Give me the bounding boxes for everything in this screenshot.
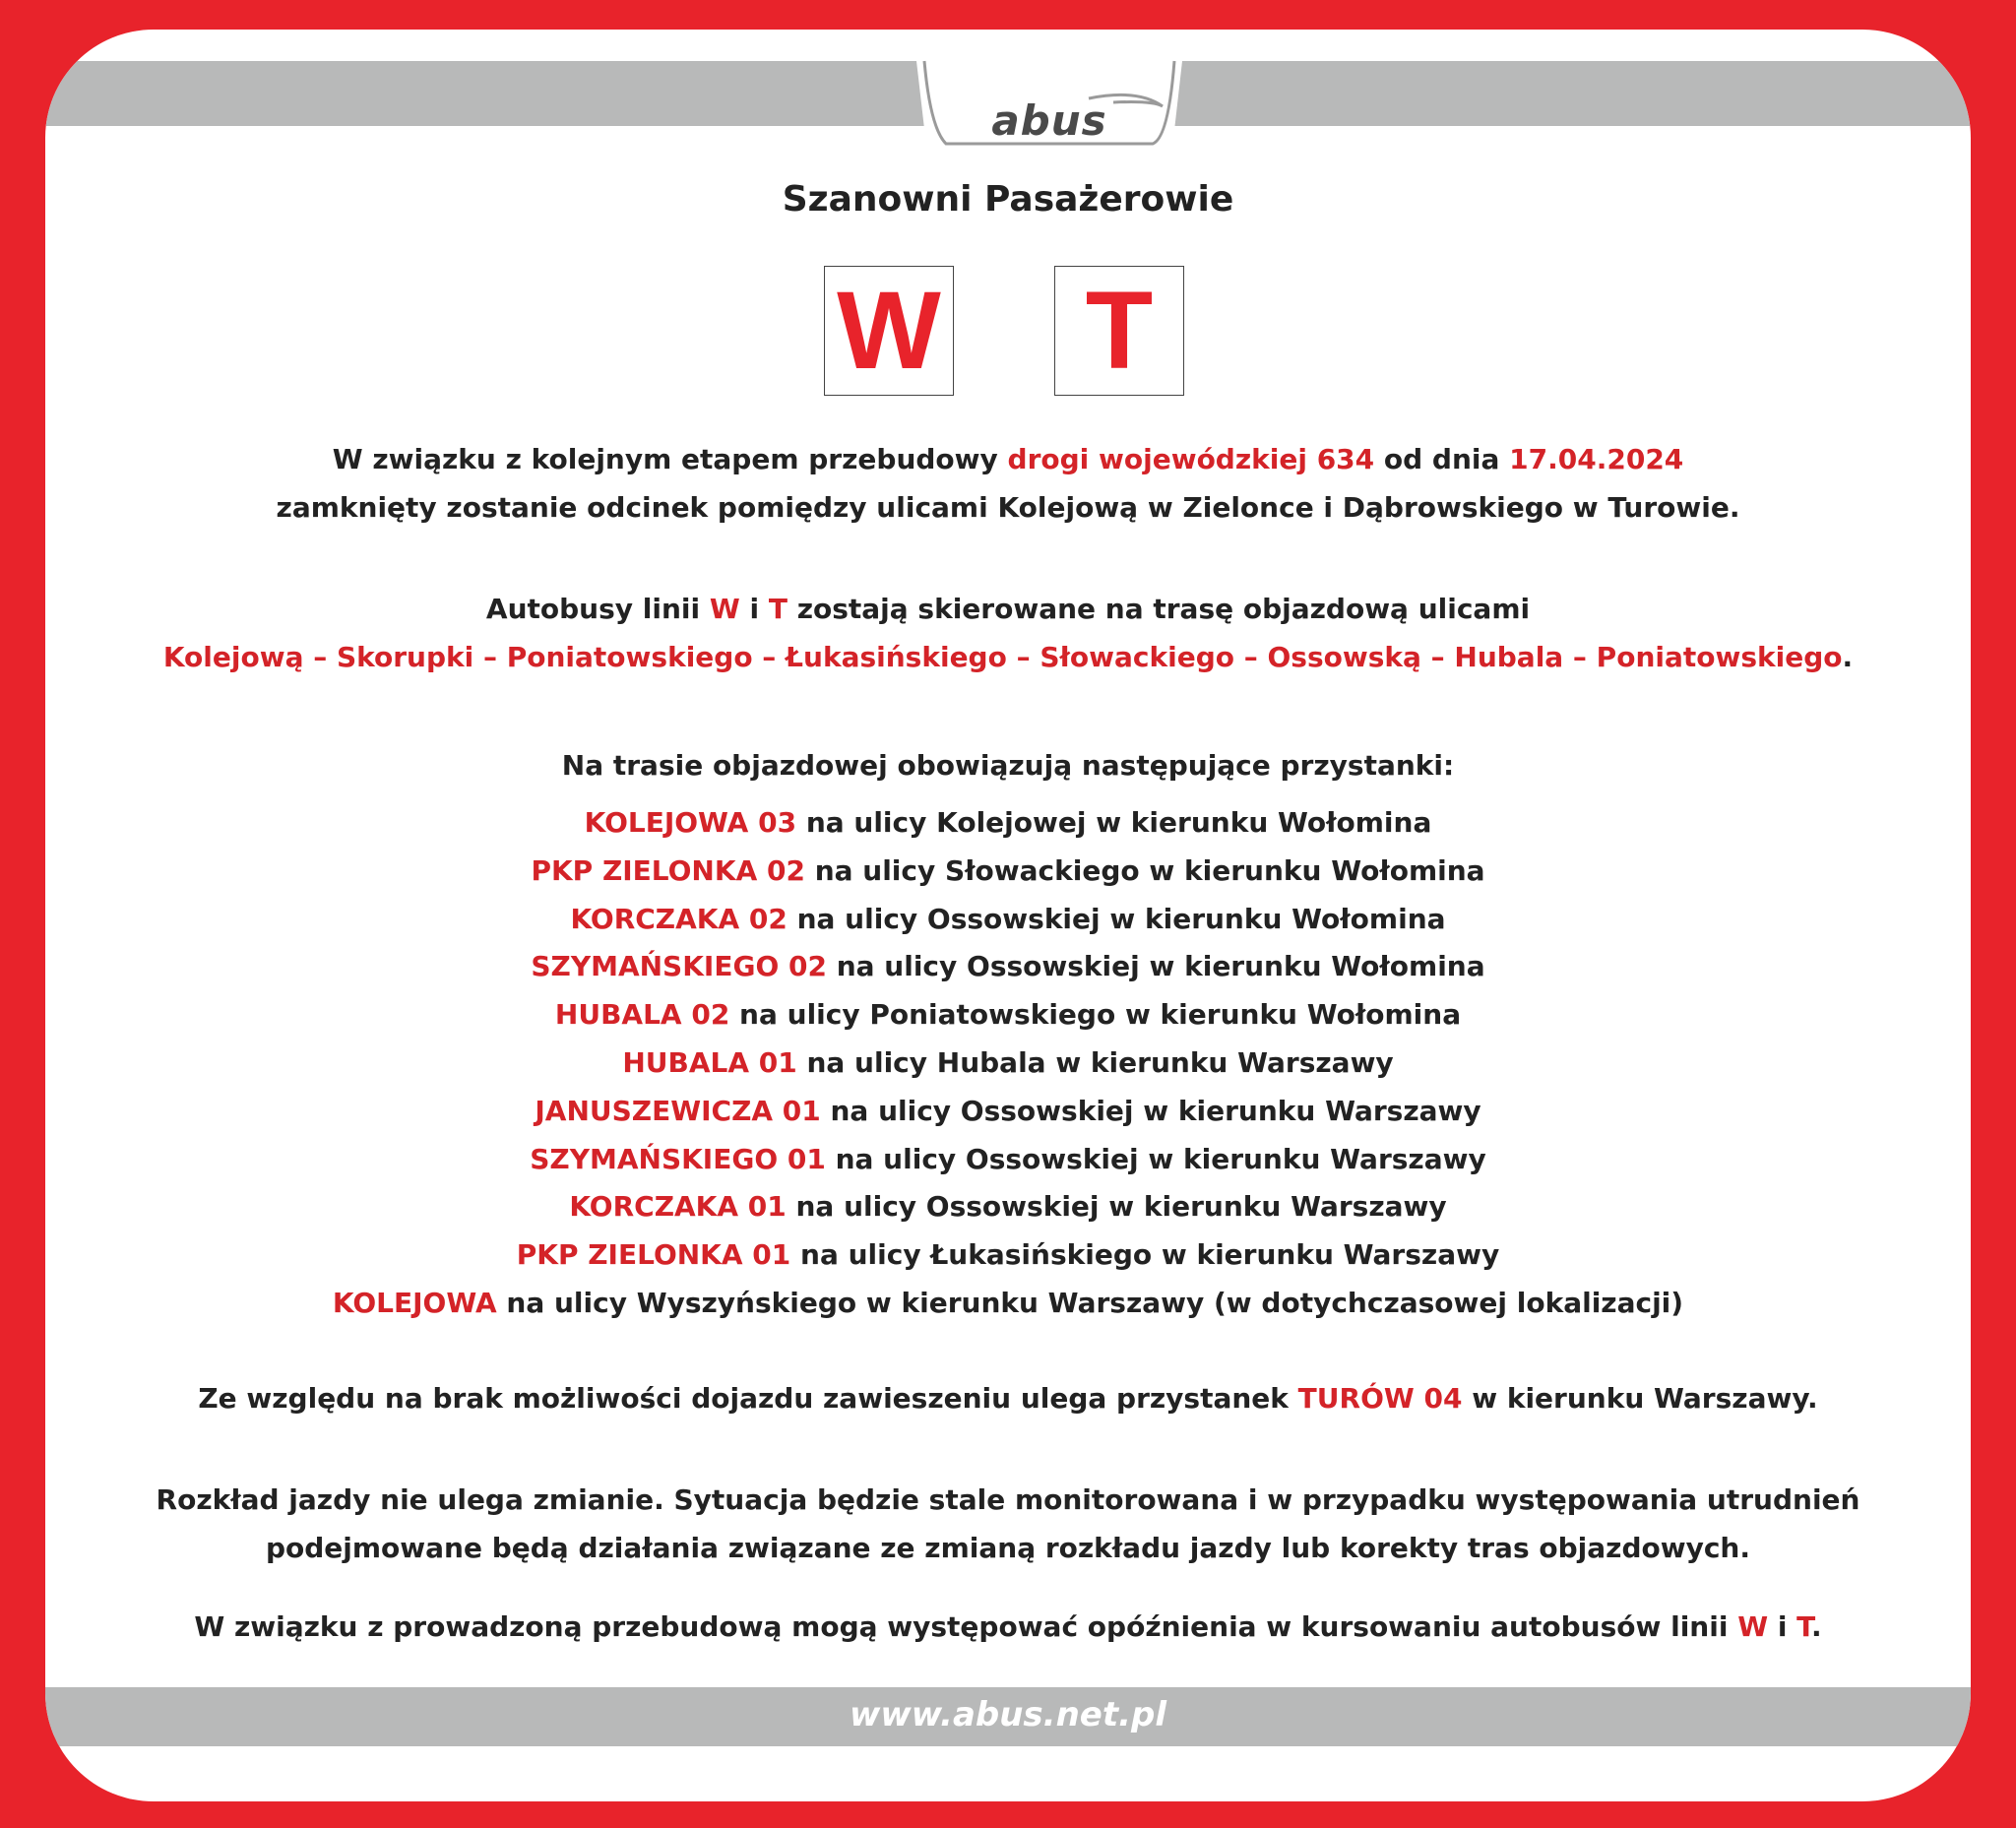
- stop-item: [45, 1190, 1971, 1223]
- stop-name: HUBALA 01: [622, 1046, 797, 1079]
- delays-notice: [45, 1610, 1971, 1643]
- footer-bar: [45, 1687, 1971, 1746]
- stop-location: na ulicy Słowackiego w kierunku Wołomina: [804, 853, 1485, 887]
- stop-name: KORCZAKA 01: [569, 1190, 787, 1224]
- stop-item: [45, 1143, 1971, 1175]
- stop-item: [45, 998, 1971, 1031]
- stop-location: na ulicy Ossowskiej w kierunku Wołomina: [787, 902, 1446, 935]
- timetable-line2: podejmowane będą działania związane ze zmianą rozkładu jazdy lub korekty tras objazdowych.: [265, 1532, 1751, 1564]
- stop-location: na ulicy Ossowskiej w kierunku Warszawy: [786, 1190, 1447, 1224]
- text: W związku z kolejnym etapem przebudowy: [332, 443, 1008, 475]
- stop-name: KOLEJOWA 03: [584, 806, 797, 839]
- stop-name: PKP ZIELONKA 01: [516, 1238, 791, 1272]
- stop-item: [45, 1287, 1971, 1319]
- detour-route: [45, 641, 1971, 673]
- website-link[interactable]: www.abus.net.pl: [849, 1695, 1167, 1734]
- stop-item: [45, 854, 1971, 887]
- text: .: [1842, 641, 1854, 673]
- text: zostają skierowane na trasę objazdową ulicami: [787, 593, 1531, 625]
- text: i: [739, 593, 769, 625]
- stop-name: SZYMAŃSKIEGO 02: [531, 950, 827, 983]
- suspended-stop: TURÓW 04: [1297, 1382, 1463, 1415]
- text: W związku z prowadzoną przebudową mogą występować opóźnienia w kursowaniu autobusów linii: [194, 1610, 1738, 1643]
- stop-item: [45, 950, 1971, 982]
- stop-item: [45, 1238, 1971, 1271]
- stop-item: [45, 903, 1971, 935]
- line-badge-w: W: [824, 266, 954, 396]
- stop-location: na ulicy Hubala w kierunku Warszawy: [796, 1046, 1394, 1079]
- stop-location: na ulicy Poniatowskiego w kierunku Wołomina: [729, 998, 1462, 1032]
- stop-location: na ulicy Kolejowej w kierunku Wołomina: [796, 806, 1432, 839]
- stop-location: na ulicy Wyszyńskiego w kierunku Warszawy (w dotychczasowej lokalizacji): [496, 1287, 1684, 1319]
- stop-name: KORCZAKA 02: [570, 902, 788, 935]
- stops-heading: Na trasie objazdowej obowiązują następujące przystanki:: [561, 749, 1455, 782]
- abus-logo: [916, 59, 1182, 158]
- page-title: Szanowni Pasażerowie: [782, 179, 1234, 220]
- stop-item: [45, 1095, 1971, 1127]
- notice-card: [45, 30, 1971, 1801]
- timetable-line1: Rozkład jazdy nie ulega zmianie. Sytuacja będzie stale monitorowana i w przypadku występowania utrudnień: [156, 1483, 1860, 1516]
- stop-location: na ulicy Łukasińskiego w kierunku Warszawy: [790, 1238, 1500, 1272]
- date: 17.04.2024: [1509, 443, 1684, 475]
- stop-location: na ulicy Ossowskiej w kierunku Warszawy: [820, 1094, 1481, 1127]
- paragraph1-line1: [45, 443, 1971, 475]
- stop-name: HUBALA 02: [554, 998, 730, 1032]
- text: w kierunku Warszawy.: [1462, 1382, 1818, 1415]
- text: Ze względu na brak możliwości dojazdu zawieszeniu ulega przystanek: [198, 1382, 1298, 1415]
- line-t: T: [1796, 1610, 1812, 1643]
- stop-name: PKP ZIELONKA 02: [531, 853, 805, 887]
- paragraph2-line1: [45, 593, 1971, 625]
- paragraph1-line2: zamknięty zostanie odcinek pomiędzy ulicami Kolejową w Zielonce i Dąbrowskiego w Turowie.: [276, 491, 1740, 524]
- text: .: [1811, 1610, 1822, 1643]
- stop-name: SZYMAŃSKIEGO 01: [530, 1142, 826, 1175]
- stop-name: KOLEJOWA: [332, 1287, 497, 1319]
- stop-location: na ulicy Ossowskiej w kierunku Wołomina: [826, 950, 1485, 983]
- route-streets: Kolejową – Skorupki – Poniatowskiego – Łukasińskiego – Słowackiego – Ossowską – Hubala – Poniatowskiego: [162, 641, 1843, 673]
- text: i: [1768, 1610, 1797, 1643]
- stop-item: [45, 1046, 1971, 1079]
- stop-item: [45, 806, 1971, 839]
- text: od dnia: [1374, 443, 1510, 475]
- logo-text: abus: [991, 96, 1107, 145]
- line-t: T: [768, 593, 788, 625]
- line-w: W: [1737, 1610, 1769, 1643]
- line-badge-t: T: [1054, 266, 1184, 396]
- stop-name: JANUSZEWICZA 01: [535, 1094, 821, 1127]
- text: Autobusy linii: [485, 593, 710, 625]
- road-name: drogi wojewódzkiej 634: [1007, 443, 1375, 475]
- line-w: W: [709, 593, 740, 625]
- stop-location: na ulicy Ossowskiej w kierunku Warszawy: [825, 1142, 1486, 1175]
- suspension-notice: [45, 1382, 1971, 1415]
